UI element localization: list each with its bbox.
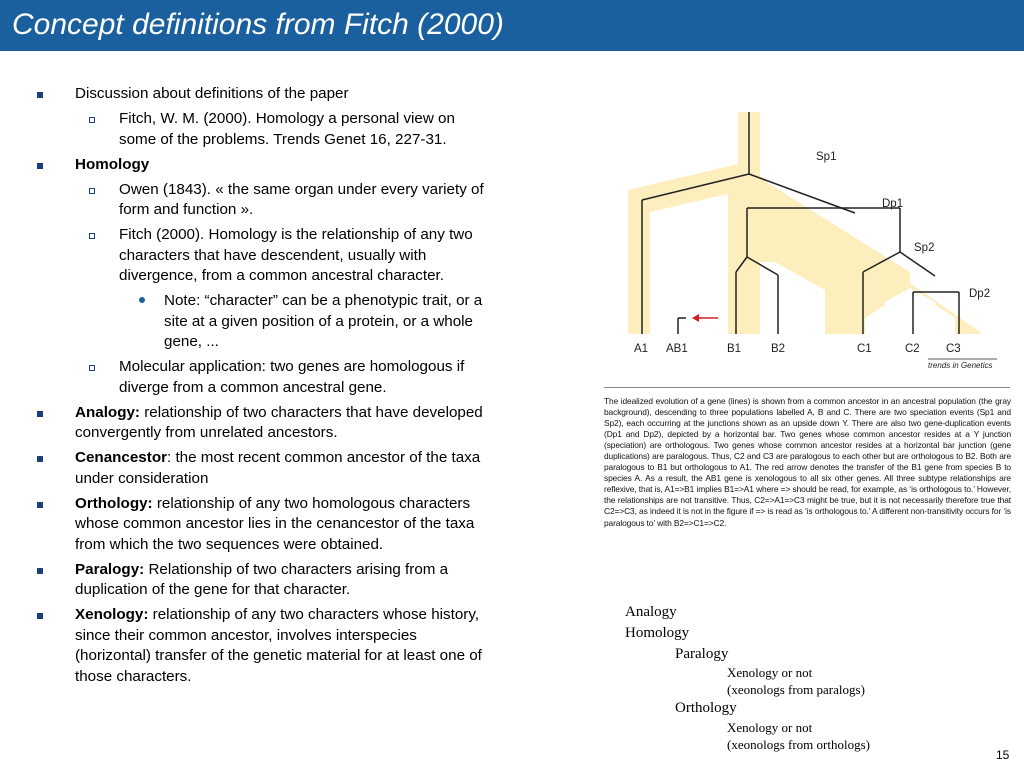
bullet-text: Fitch, W. M. (2000). Homology a personal view on some of the problems. Trends Genet 16, 227-31. <box>119 110 455 148</box>
bullet-item <box>0 155 495 176</box>
outline-homology: Homology <box>625 625 690 641</box>
bullet-text: relationship of two characters that have developed convergently from unrelated ancestors. <box>75 403 483 441</box>
bullet-text: : the most recent common ancestor of the taxa under consideration <box>75 449 481 487</box>
gene-tree-diagram <box>600 112 1015 380</box>
slide-title: Concept definitions from Fitch (2000) <box>12 8 504 41</box>
hollow-square-bullet-icon <box>89 233 95 239</box>
sub-bullet-item <box>0 109 495 150</box>
bullet-list <box>0 84 510 692</box>
square-bullet-icon <box>37 613 43 619</box>
label-sp2: Sp2 <box>914 242 935 254</box>
leaf-c1: C1 <box>857 343 872 355</box>
bullet-text: Note: “character” can be a phenotypic trait, or a site at a given position of a protein, or a whole gene, ... <box>164 292 483 350</box>
bullet-term: Paralogy: <box>75 560 145 578</box>
leaf-c2: C2 <box>905 343 920 355</box>
bullet-item <box>0 403 495 444</box>
bullet-term: Analogy: <box>75 403 140 421</box>
outline-orthology: Orthology <box>675 700 737 716</box>
outline-xenology-paralogs: Xenology or not <box>727 665 813 680</box>
bullet-text: Fitch (2000). Homology is the relationship of any two characters that have descendent, usually with divergence, from a common ancestral character. <box>119 226 473 284</box>
outline-analogy: Analogy <box>625 604 677 620</box>
leaf-b2: B2 <box>771 343 786 355</box>
bullet-text: Discussion about definitions of the paper <box>75 85 349 102</box>
bullet-text: relationship of any two characters whose history, since their common ancestor, involves interspecies (horizontal) transfer of the genetic material for at least one of those characters. <box>75 606 482 685</box>
outline-xenology-paralogs-note: (xeonologs from paralogs) <box>727 682 865 697</box>
outline-xenology-orthologs-note: (xeonologs from orthologs) <box>727 737 870 752</box>
square-bullet-icon <box>37 92 43 98</box>
sub-sub-bullet-item <box>0 291 496 353</box>
hollow-square-bullet-icon <box>89 365 95 371</box>
bullet-item <box>0 605 495 687</box>
bullet-item <box>0 84 495 105</box>
caption-divider <box>604 387 1010 388</box>
bullet-item <box>0 560 495 601</box>
sub-bullet-item <box>0 357 495 398</box>
diagram-source: trends in Genetics <box>928 361 993 370</box>
label-dp2: Dp2 <box>969 288 991 300</box>
bullet-text: Molecular application: two genes are homologous if diverge from a common ancestral gene. <box>119 358 465 396</box>
outline-xenology-orthologs: Xenology or not <box>727 720 813 735</box>
bullet-term: Homology <box>75 155 150 173</box>
sub-bullet-item <box>0 180 495 221</box>
bullet-text: Relationship of two characters arising from a duplication of the gene for that character. <box>75 560 449 598</box>
bullet-item <box>0 494 495 556</box>
square-bullet-icon <box>37 456 43 462</box>
label-sp1: Sp1 <box>816 151 837 163</box>
bullet-text: Owen (1843). « the same organ under every variety of form and function ». <box>119 180 484 218</box>
leaf-c3: C3 <box>946 343 961 355</box>
square-bullet-icon <box>37 163 43 169</box>
square-bullet-icon <box>37 411 43 417</box>
bullet-term: Orthology: <box>75 494 153 512</box>
slide-number: 15 <box>996 748 1010 762</box>
leaf-ab1: AB1 <box>666 343 688 355</box>
sub-bullet-item <box>0 225 495 287</box>
figure-caption: The idealized evolution of a gene (lines) is shown from a common ancestor in an ancestral population (the gray background), descending to three populations labelled A, B and C. There are two speciation events (Sp1 and Sp2), each occurring at the junctions shown as an upside down Y. There are also two gene-duplication events (Dp1 and Dp2), depicted by a horizontal bar. Two genes whose common ancestor resides at a Y junction (speciation) are orthologous. Two genes whose common ancestor resides at a horizontal bar junction (gene duplications) are paralogous. Thus, C2 and C3 are paralogous to each other but are orthologous to B2. Both are paralogous to B1 but orthologous to A1. The red arrow denotes the transfer of the B1 gene from species B to species A. As a result, the AB1 gene is xenologous to all six other genes. All three subtype relationships are reflexive, that is, A1=>B1 implies B1=>A1 where => should be read, for example, as ‘is orthologous to.’ However, the relationships are not transitive. Thus, C2=>A1=>C3 might be true, but it is not necessarily therefore true that C2=>C3, as indeed it is not in the figure if => is read as ‘is orthologous to.’ A different non-transitivity occurs for ‘is paralogous to’ with B2=>C1=>C2. <box>604 396 1011 528</box>
bullet-item <box>0 448 495 489</box>
outline-paralogy: Paralogy <box>675 646 729 662</box>
round-bullet-icon <box>139 297 145 303</box>
label-dp1: Dp1 <box>882 198 904 210</box>
hollow-square-bullet-icon <box>89 188 95 194</box>
bullet-text: relationship of any two homologous characters whose common ancestor lies in the cenancestor of the taxa from which the two sequences were obtained. <box>75 494 475 553</box>
leaf-a1: A1 <box>634 343 649 355</box>
bullet-term: Cenancestor <box>75 449 168 466</box>
square-bullet-icon <box>37 502 43 508</box>
leaf-b1: B1 <box>727 343 742 355</box>
bullet-term: Xenology: <box>75 606 149 623</box>
hollow-square-bullet-icon <box>89 117 95 123</box>
title-bar <box>0 0 1024 51</box>
square-bullet-icon <box>37 568 43 574</box>
